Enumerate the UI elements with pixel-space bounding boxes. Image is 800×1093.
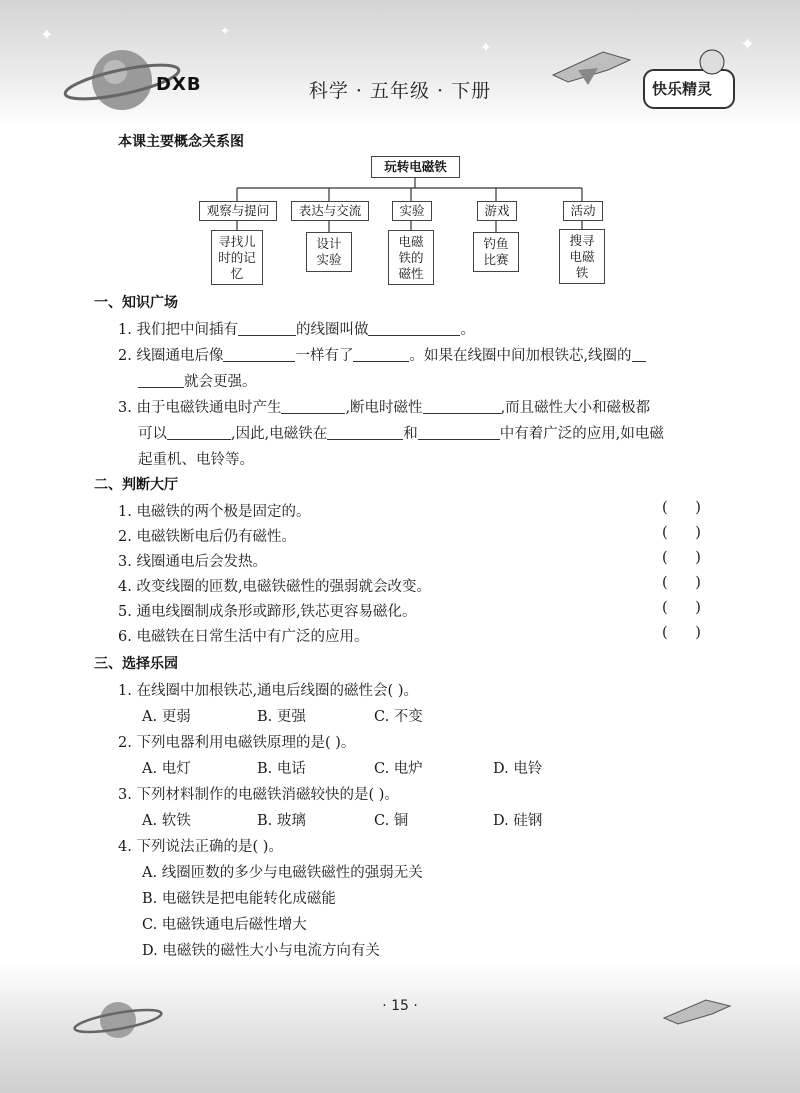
choice-question-3: 3. 下列材料制作的电磁铁消磁较快的是( )。 [118,787,399,803]
svg-text:✦: ✦ [480,40,492,56]
choice-option[interactable]: D. 电铃 [493,761,543,777]
answer-paren[interactable]: ( ) [662,500,701,516]
answer-blank[interactable] [223,347,295,362]
choice-option[interactable]: C. 电磁铁通电后磁性增大 [142,917,307,933]
svg-text:✦: ✦ [40,25,54,44]
concept-branch-game: 游戏 [477,201,517,221]
fill-question-2-cont: 就会更强。 [138,370,257,391]
section-title-knowledge: 一、知识广场 [94,295,178,311]
answer-blank[interactable] [632,347,646,362]
answer-paren[interactable]: ( ) [662,525,701,541]
answer-blank[interactable] [353,347,409,362]
choice-question-1: 1. 在线圈中加根铁芯,通电后线圈的磁性会( )。 [118,683,418,699]
concept-branch-express: 表达与交流 [291,201,369,221]
judge-item-1: 1. 电磁铁的两个极是固定的。 [118,504,311,520]
page-number: · 15 · [382,998,418,1014]
judge-item-4: 4. 改变线圈的匝数,电磁铁磁性的强弱就会改变。 [118,579,432,595]
fill-question-2: 2. 线圈通电后像 一样有了 。如果在线圈中间加根铁芯,线圈的 [118,344,646,365]
svg-text:快乐精灵: 快乐精灵 [652,80,713,98]
choice-option[interactable]: B. 电话 [257,761,306,777]
choice-option[interactable]: B. 玻璃 [257,813,306,829]
concept-branch-observe: 观察与提问 [199,201,277,221]
concept-detail-game: 钓鱼 比赛 [473,232,519,272]
choice-option[interactable]: A. 线圈匝数的多少与电磁铁磁性的强弱无关 [142,865,423,881]
choice-option[interactable]: B. 更强 [257,709,306,725]
choice-option[interactable]: B. 电磁铁是把电能转化成磁能 [142,891,336,907]
choice-option[interactable]: C. 不变 [374,709,423,725]
choice-option[interactable]: C. 电炉 [374,761,423,777]
answer-blank[interactable] [281,399,345,414]
concept-branch-experiment: 实验 [392,201,432,221]
answer-blank[interactable] [368,321,460,336]
concept-detail-express: 设计 实验 [306,232,352,272]
answer-paren[interactable]: ( ) [662,550,701,566]
concept-root: 玩转电磁铁 [371,156,460,178]
svg-text:✦: ✦ [740,34,756,55]
brand-code: DXB [156,74,202,95]
svg-text:✦: ✦ [220,24,231,38]
answer-blank[interactable] [418,425,500,440]
page-header-title: 科学 · 五年级 · 下册 [308,80,492,102]
choice-option[interactable]: D. 电磁铁的磁性大小与电流方向有关 [142,943,380,959]
choice-option[interactable]: C. 铜 [374,813,409,829]
choice-option[interactable]: D. 硅钢 [493,813,543,829]
section-title-choice: 三、选择乐园 [94,656,178,672]
concept-detail-activity: 搜寻 电磁 铁 [559,229,605,284]
choice-option[interactable]: A. 更弱 [142,709,191,725]
answer-paren[interactable]: ( ) [662,575,701,591]
judge-item-3: 3. 线圈通电后会发热。 [118,554,267,570]
answer-blank[interactable] [238,321,296,336]
concept-map-heading: 本课主要概念关系图 [118,134,244,150]
concept-detail-observe: 寻找儿 时的记 忆 [211,230,263,285]
answer-paren[interactable]: ( ) [662,600,701,616]
choice-question-2: 2. 下列电器利用电磁铁原理的是( )。 [118,735,356,751]
answer-blank[interactable] [167,425,231,440]
fill-question-3: 3. 由于电磁铁通电时产生 ,断电时磁性 ,而且磁性大小和磁极都 [118,400,651,416]
choice-question-4: 4. 下列说法正确的是( )。 [118,839,283,855]
judge-item-5: 5. 通电线圈制成条形或蹄形,铁芯更容易磁化。 [118,604,417,620]
choice-option[interactable]: A. 软铁 [142,813,191,829]
fill-question-3-cont: 可以 ,因此,电磁铁在 和 中有着广泛的应用,如电磁 [138,426,664,442]
answer-blank[interactable] [423,399,501,414]
choice-option[interactable]: A. 电灯 [142,761,191,777]
judge-item-2: 2. 电磁铁断电后仍有磁性。 [118,529,296,545]
judge-item-6: 6. 电磁铁在日常生活中有广泛的应用。 [118,629,369,645]
answer-blank[interactable] [327,425,403,440]
fill-question-1: 1. 我们把中间插有 的线圈叫做 。 [118,322,475,338]
concept-branch-activity: 活动 [563,201,603,221]
section-title-judgement: 二、判断大厅 [94,477,178,493]
answer-paren[interactable]: ( ) [662,625,701,641]
concept-detail-experiment: 电磁 铁的 磁性 [388,230,434,285]
answer-blank[interactable] [138,373,184,388]
fill-question-3-end: 起重机、电铃等。 [138,452,254,468]
